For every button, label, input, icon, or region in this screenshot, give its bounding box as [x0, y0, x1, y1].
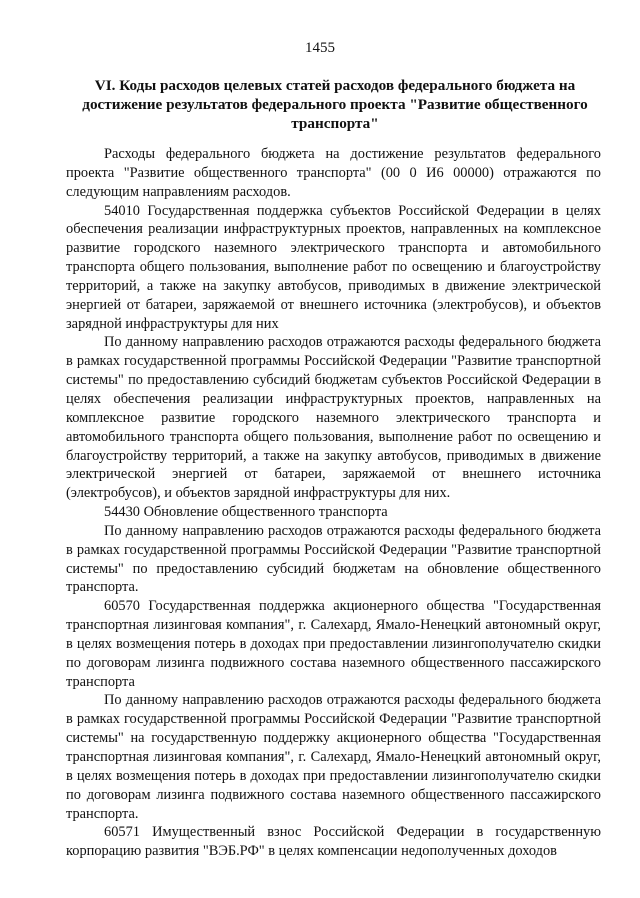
paragraph-intro: Расходы федерального бюджета на достижение результатов федерального проекта "Развитие общественного транспорта" (00 0 И6 00000) отражаются по следующим направлениям расходов.	[66, 146, 601, 200]
document-body	[66, 145, 601, 861]
paragraph-54010-description: По данному направлению расходов отражаются расходы федерального бюджета в рамках государственной программы Российской Федерации "Развитие транспортной системы" по предоставлению субсидий бюджетам субъектов Российской Федерации в целях обеспечения реализации инфраструктурных проектов, направленных на комплексное развитие городского наземного электрического транспорта и автомобильного транспорта общего пользования, выполнение работ по освещению и благоустройству территорий, а также на закупку автобусов, приводимых в движение электрической энергией от батареи, заряжаемой от внешнего источника (электробусов), и объектов зарядной инфраструктуры для них.	[66, 334, 601, 502]
page-number: 1455	[305, 40, 335, 56]
paragraph-60570-description: По данному направлению расходов отражаются расходы федерального бюджета в рамках государственной программы Российской Федерации "Развитие транспортной системы" на государственную поддержку акционерного общества "Государственная транспортная лизинговая компания", г. Салехард, Ямало-Ненецкий автономный округ, в целях возмещения потерь в доходах при предоставлении лизингополучателю скидки по договорам лизинга подвижного состава наземного общественного пассажирского транспорта.	[66, 692, 601, 822]
paragraph-code-54430: 54430 Обновление общественного транспорта	[104, 504, 388, 521]
paragraph-code-60570: 60570 Государственная поддержка акционерного общества "Государственная транспортная лизинговая компания", г. Салехард, Ямало-Ненецкий автономный округ, в целях возмещения потерь в доходах при предоставлении лизингополучателю скидки по договорам лизинга подвижного состава наземного общественного пассажирского транспорта	[66, 598, 601, 690]
paragraph-54430-description: По данному направлению расходов отражаются расходы федерального бюджета в рамках государственной программы Российской Федерации "Развитие транспортной системы" по предоставлению субсидий бюджетам на обновление общественного транспорта.	[66, 522, 601, 596]
paragraph-code-54010: 54010 Государственная поддержка субъектов Российской Федерации в целях обеспечения реализации инфраструктурных проектов, направленных на комплексное развитие городского наземного электрического транспорта и автомобильного транспорта общего пользования, выполнение работ по освещению и благоустройству территорий, а также на закупку автобусов, приводимых в движение электрической энергией от батареи, заряжаемой от внешнего источника (электробусов), и объектов зарядной инфраструктуры для них	[66, 202, 601, 332]
paragraph-code-60571: 60571 Имущественный взнос Российской Федерации в государственную корпорацию развития "ВЭБ.РФ" в целях компенсации недополученных доходов	[66, 824, 601, 860]
section-heading: VI. Коды расходов целевых статей расходов федерального бюджета на достижение результатов федерального проекта "Развитие общественного транспорта"	[82, 77, 588, 132]
